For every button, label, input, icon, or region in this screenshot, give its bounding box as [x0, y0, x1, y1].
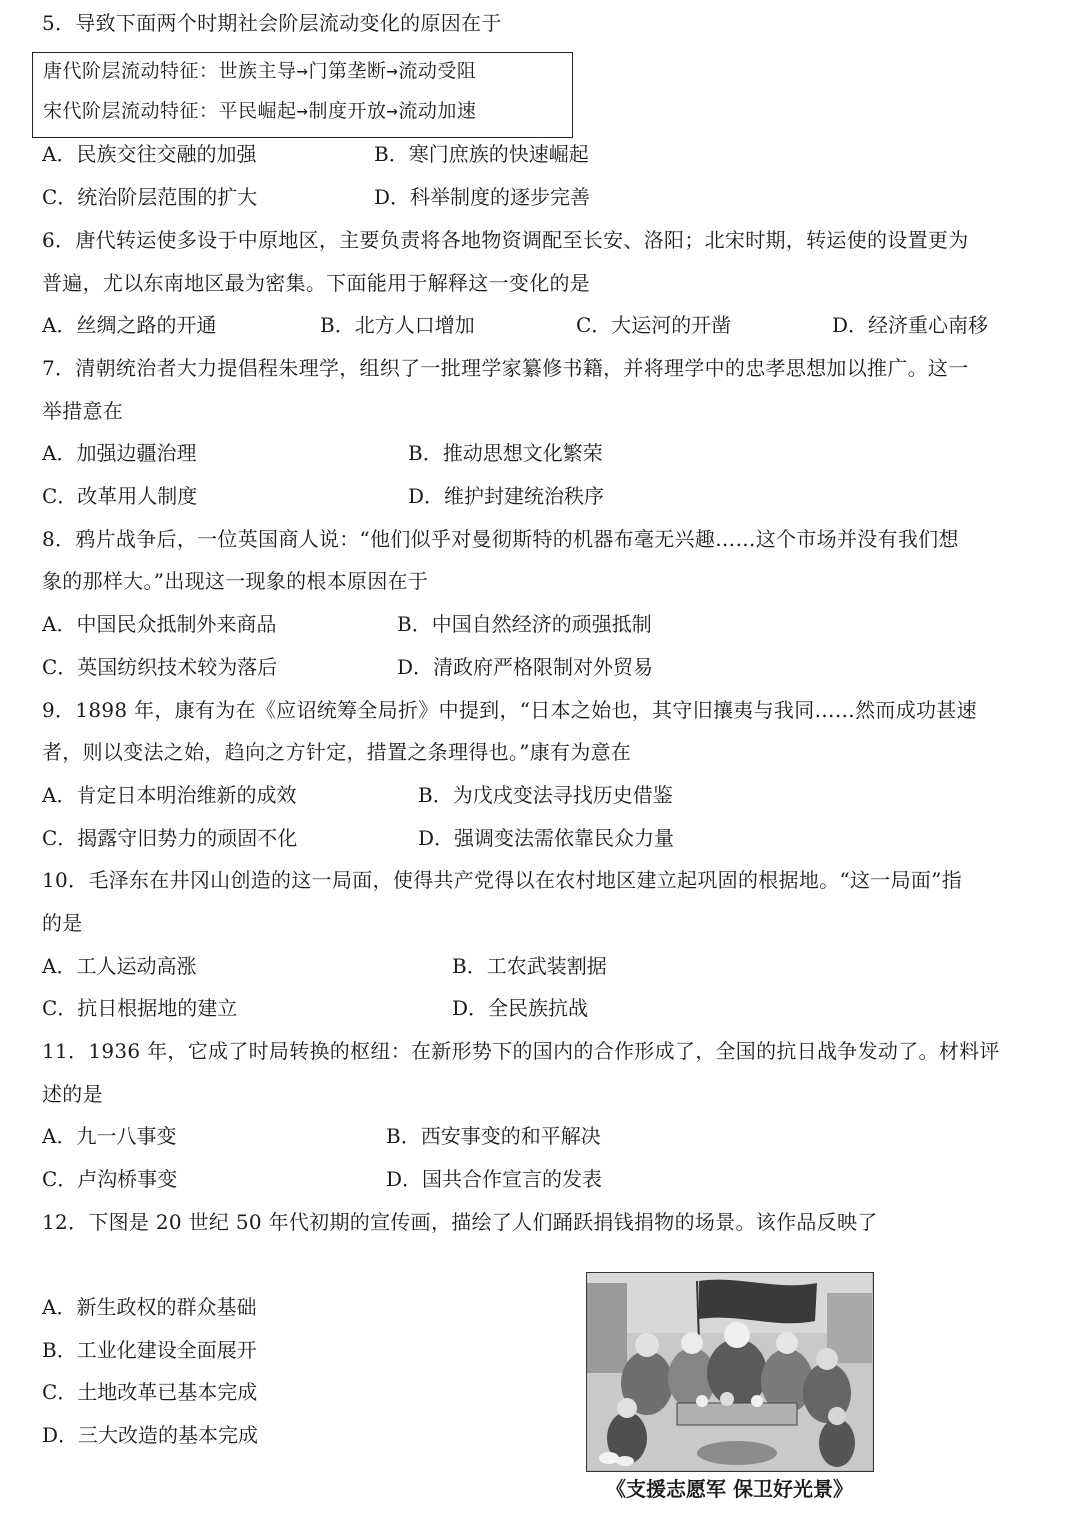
q7-option-c[interactable]: C．改革用人制度	[42, 484, 198, 508]
q5-box-line-tang: 唐代阶层流动特征：世族主导→门第垄断→流动受阻	[43, 60, 477, 82]
q11-option-a[interactable]: A．九一八事变	[42, 1124, 177, 1148]
q10-stem-line2: 的是	[42, 911, 83, 935]
q6-option-d[interactable]: D．经济重心南移	[832, 313, 989, 337]
q10-option-c[interactable]: C．抗日根据地的建立	[42, 996, 238, 1020]
q6-option-b[interactable]: B．北方人口增加	[320, 313, 475, 337]
q12-option-a[interactable]: A．新生政权的群众基础	[42, 1295, 257, 1319]
q6-stem-line2: 普遍，尤以东南地区最为密集。下面能用于解释这一变化的是	[42, 271, 591, 295]
q10-option-b[interactable]: B．工农武装割据	[452, 954, 607, 978]
q7-option-d[interactable]: D．维护封建统治秩序	[408, 484, 605, 508]
q8-option-c[interactable]: C．英国纺织技术较为落后	[42, 655, 278, 679]
q5-option-d[interactable]: D．科举制度的逐步完善	[374, 185, 591, 209]
q7-stem-line1: 7．清朝统治者大力提倡程朱理学，组织了一批理学家纂修书籍，并将理学中的忠孝思想加以推广。这一	[42, 356, 969, 380]
q9-option-c[interactable]: C．揭露守旧势力的顽固不化	[42, 826, 298, 850]
q12-option-b[interactable]: B．工业化建设全面展开	[42, 1338, 257, 1362]
q10-option-a[interactable]: A．工人运动高涨	[42, 954, 197, 978]
q5-option-c[interactable]: C．统治阶层范围的扩大	[42, 185, 258, 209]
q8-stem-line2: 象的那样大。”出现这一现象的根本原因在于	[42, 569, 429, 593]
q6-option-a[interactable]: A．丝绸之路的开通	[42, 313, 217, 337]
propaganda-poster-image	[586, 1272, 874, 1472]
q7-option-b[interactable]: B．推动思想文化繁荣	[408, 441, 603, 465]
q8-option-d[interactable]: D．清政府严格限制对外贸易	[397, 655, 654, 679]
q11-option-c[interactable]: C．卢沟桥事变	[42, 1167, 178, 1191]
q11-option-d[interactable]: D．国共合作宣言的发表	[386, 1167, 603, 1191]
q5-option-b[interactable]: B．寒门庶族的快速崛起	[374, 142, 589, 166]
q8-option-a[interactable]: A．中国民众抵制外来商品	[42, 612, 277, 636]
q9-stem-line1: 9．1898 年，康有为在《应诏统筹全局折》中提到，“日本之始也，其守旧攘夷与我同……然而成功甚速	[42, 698, 977, 722]
q8-option-b[interactable]: B．中国自然经济的顽强抵制	[397, 612, 652, 636]
q5-option-a[interactable]: A．民族交往交融的加强	[42, 142, 257, 166]
q12-option-d[interactable]: D．三大改造的基本完成	[42, 1423, 259, 1447]
q5-material-box	[32, 52, 573, 138]
q7-option-a[interactable]: A．加强边疆治理	[42, 441, 197, 465]
q9-option-b[interactable]: B．为戊戌变法寻找历史借鉴	[418, 783, 673, 807]
q6-stem-line1: 6．唐代转运使多设于中原地区，主要负责将各地物资调配至长安、洛阳；北宋时期，转运使的设置更为	[42, 228, 969, 252]
q8-stem-line1: 8．鸦片战争后，一位英国商人说：“他们似乎对曼彻斯特的机器布毫无兴趣……这个市场并没有我们想	[42, 527, 959, 551]
q9-option-a[interactable]: A．肯定日本明治维新的成效	[42, 783, 297, 807]
q10-stem-line1: 10．毛泽东在井冈山创造的这一局面，使得共产党得以在农村地区建立起巩固的根据地。“这一局面”指	[42, 868, 962, 892]
poster-caption: 《支援志愿军 保卫好光景》	[606, 1477, 853, 1501]
q7-stem-line2: 举措意在	[42, 399, 124, 423]
q10-option-d[interactable]: D．全民族抗战	[452, 996, 589, 1020]
q12-option-c[interactable]: C．土地改革已基本完成	[42, 1380, 258, 1404]
q5-box-line-song: 宋代阶层流动特征：平民崛起→制度开放→流动加速	[43, 100, 477, 122]
q11-stem-line2: 述的是	[42, 1082, 103, 1106]
q9-option-d[interactable]: D．强调变法需依靠民众力量	[418, 826, 675, 850]
q11-option-b[interactable]: B．西安事变的和平解决	[386, 1124, 601, 1148]
q9-stem-line2: 者，则以变法之始，趋向之方针定，措置之条理得也。”康有为意在	[42, 740, 632, 764]
q6-option-c[interactable]: C．大运河的开凿	[576, 313, 732, 337]
q11-stem-line1: 11．1936 年，它成了时局转换的枢纽：在新形势下的国内的合作形成了，全国的抗日战争发动了。材料评	[42, 1039, 1000, 1063]
q5-stem: 5．导致下面两个时期社会阶层流动变化的原因在于	[42, 11, 502, 35]
q12-stem: 12．下图是 20 世纪 50 年代初期的宣传画，描绘了人们踊跃捐钱捐物的场景。该作品反映了	[42, 1210, 878, 1234]
